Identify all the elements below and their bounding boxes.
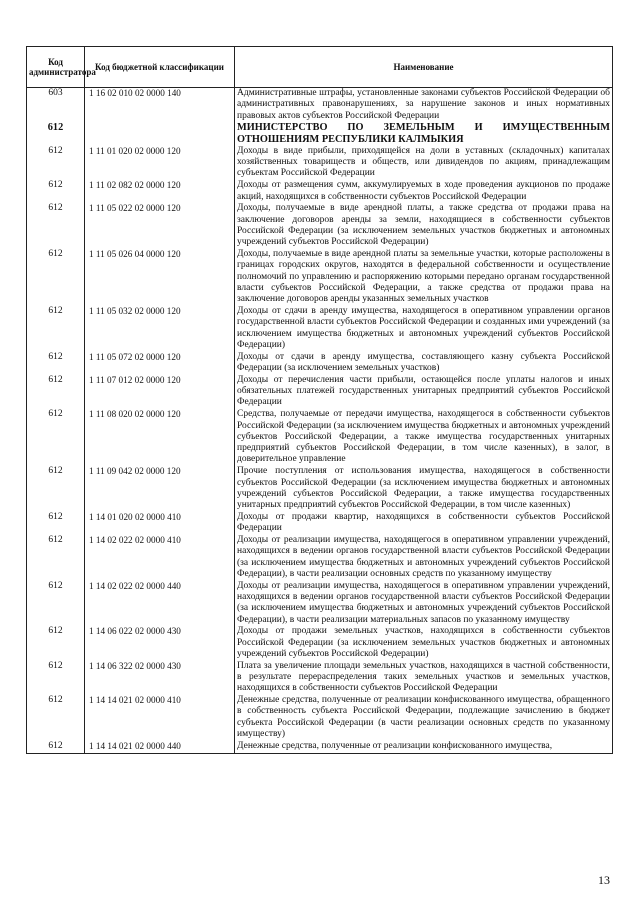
admin-code-cell: 612 [27,249,85,306]
name-cell: Доходы от реализации имущества, находящегося в оперативном управлении учреждений, находящихся в ведении органов государственной власти субъектов Российской Федерации (за исключением имущества бюджетных и автономных учреждений субъектов Российской Федерации), в части реализации основных средств по указанному имуществу [235,535,613,581]
name-cell: Плата за увеличение площади земельных участков, находящихся в частной собственности, в результате перераспределения таких земельных участков и земельных участков, находящихся в собственности субъектов Российской Федерации [235,661,613,695]
name-cell: Доходы от продажи земельных участков, находящихся в собственности субъектов Российской Федерации (за исключением земельных участков бюджетных и автономных учреждений субъектов Российской Федерации) [235,626,613,660]
admin-code-cell: 612 [27,741,85,753]
budget-code-cell: 1 11 05 026 04 0000 120 [85,249,235,306]
table-row [27,466,613,512]
name-cell: Доходы от сдачи в аренду имущества, находящегося в оперативном управлении органов государственной власти субъектов Российской Федерации и созданных ими учреждений (за исключением имущества бюджетных и автономных учреждений субъектов Российской Федерации) [235,306,613,352]
name-cell: Доходы, получаемые в виде арендной платы, а также средства от продажи права на заключение договоров аренды за земли, находящиеся в собственности субъектов Российской Федерации (за исключением земельных участков бюджетных и автономных учреждений субъектов Российской Федерации) [235,203,613,249]
budget-code-cell: 1 14 01 020 02 0000 410 [85,512,235,535]
budget-code-cell: 1 11 07 012 02 0000 120 [85,375,235,409]
name-cell: Денежные средства, полученные от реализации конфискованного имущества, [235,741,613,753]
table-row [27,695,613,741]
name-cell: Доходы от сдачи в аренду имущества, составляющего казну субъекта Российской Федерации (за исключением земельных участков) [235,352,613,375]
admin-code-cell: 612 [27,146,85,180]
budget-code-cell: 1 11 05 022 02 0000 120 [85,203,235,249]
revenue-administrators-table [26,46,613,754]
table-body [27,88,613,754]
budget-code-cell [85,122,235,146]
page-number: 13 [598,873,610,887]
name-cell: Доходы от размещения сумм, аккумулируемых в ходе проведения аукционов по продаже акций, находящихся в собственности субъектов Российской Федерации [235,180,613,203]
admin-code-cell: 603 [27,88,85,123]
admin-code-cell: 612 [27,581,85,627]
admin-code-cell: 612 [27,306,85,352]
admin-code-cell: 612 [27,661,85,695]
budget-code-cell: 1 14 02 022 02 0000 440 [85,581,235,627]
table-row [27,88,613,123]
name-cell: Доходы, получаемые в виде арендной платы за земельные участки, которые расположены в границах городских округов, находятся в федеральной собственности и осуществление полномочий по управлению и распоряжению которыми передано органам государственной власти субъектов Российской Федерации, а также средства от продажи права на заключение договоров аренды указанных земельных участков [235,249,613,306]
admin-code-cell: 612 [27,180,85,203]
table-row [27,306,613,352]
admin-code-cell: 612 [27,375,85,409]
admin-code-cell: 612 [27,203,85,249]
header-admin-code: Код администратора [27,47,85,88]
table-row [27,249,613,306]
table-row [27,203,613,249]
name-cell: Денежные средства, полученные от реализации конфискованного имущества, обращенного в собственность субъекта Российской Федерации, подлежащие зачислению в бюджет субъекта Российской Федерации (в части реализации основных средств по указанному имуществу) [235,695,613,741]
table-row [27,581,613,627]
header-budget-code: Код бюджетной классификации [85,47,235,88]
name-cell: Средства, получаемые от передачи имущества, находящегося в собственности субъектов Российской Федерации (за исключением имущества бюджетных и автономных учреждений субъектов Российской Федерации, а также имущества государственных унитарных предприятий субъектов Российской Федерации, в том числе казенных), в залог, в доверительное управление [235,409,613,466]
table-row [27,512,613,535]
table-row [27,535,613,581]
budget-code-cell: 1 11 08 020 02 0000 120 [85,409,235,466]
document-page [26,46,612,754]
budget-code-cell: 1 11 01 020 02 0000 120 [85,146,235,180]
table-row [27,661,613,695]
admin-code-cell: 612 [27,122,85,146]
admin-code-cell: 612 [27,512,85,535]
budget-code-cell: 1 14 02 022 02 0000 410 [85,535,235,581]
table-row [27,409,613,466]
name-cell: Доходы в виде прибыли, приходящейся на доли в уставных (складочных) капиталах хозяйственных товариществ и обществ, или дивидендов по акциям, принадлежащим субъектам Российской Федерации [235,146,613,180]
table-row [27,741,613,753]
budget-code-cell: 1 14 14 021 02 0000 440 [85,741,235,753]
table-row [27,146,613,180]
name-cell: Доходы от перечисления части прибыли, остающейся после уплаты налогов и иных обязательных платежей государственных унитарных предприятий субъектов Российской Федерации [235,375,613,409]
budget-code-cell: 1 11 05 072 02 0000 120 [85,352,235,375]
budget-code-cell: 1 16 02 010 02 0000 140 [85,88,235,123]
budget-code-cell: 1 14 06 322 02 0000 430 [85,661,235,695]
admin-code-cell: 612 [27,695,85,741]
admin-code-cell: 612 [27,535,85,581]
header-name: Наименование [235,47,613,88]
name-cell: МИНИСТЕРСТВО ПО ЗЕМЕЛЬНЫМ И ИМУЩЕСТВЕННЫМ ОТНОШЕНИЯМ РЕСПУБЛИКИ КАЛМЫКИЯ [235,122,613,146]
admin-code-cell: 612 [27,626,85,660]
budget-code-cell: 1 11 05 032 02 0000 120 [85,306,235,352]
admin-code-cell: 612 [27,466,85,512]
budget-code-cell: 1 14 06 022 02 0000 430 [85,626,235,660]
ministry-row [27,122,613,146]
admin-code-cell: 612 [27,352,85,375]
name-cell: Доходы от продажи квартир, находящихся в собственности субъектов Российской Федерации [235,512,613,535]
budget-code-cell: 1 11 02 082 02 0000 120 [85,180,235,203]
table-row [27,626,613,660]
name-cell: Административные штрафы, установленные законами субъектов Российской Федерации об административных правонарушениях, за нарушение законов и иных нормативных правовых актов субъектов Российской Федерации [235,88,613,123]
table-header-row [27,47,613,88]
table-row [27,375,613,409]
admin-code-cell: 612 [27,409,85,466]
table-row [27,180,613,203]
budget-code-cell: 1 11 09 042 02 0000 120 [85,466,235,512]
name-cell: Доходы от реализации имущества, находящегося в оперативном управлении учреждений, находящихся в ведении органов государственной власти субъектов Российской Федерации (за исключением имущества бюджетных и автономных учреждений субъектов Российской Федерации), в части реализации материальных запасов по указанному имуществу [235,581,613,627]
budget-code-cell: 1 14 14 021 02 0000 410 [85,695,235,741]
table-row [27,352,613,375]
name-cell: Прочие поступления от использования имущества, находящегося в собственности субъектов Российской Федерации (за исключением имущества бюджетных и автономных учреждений субъектов Российской Федерации, а также имущества государственных унитарных предприятий субъектов Российской Федерации, в том числе казенных) [235,466,613,512]
